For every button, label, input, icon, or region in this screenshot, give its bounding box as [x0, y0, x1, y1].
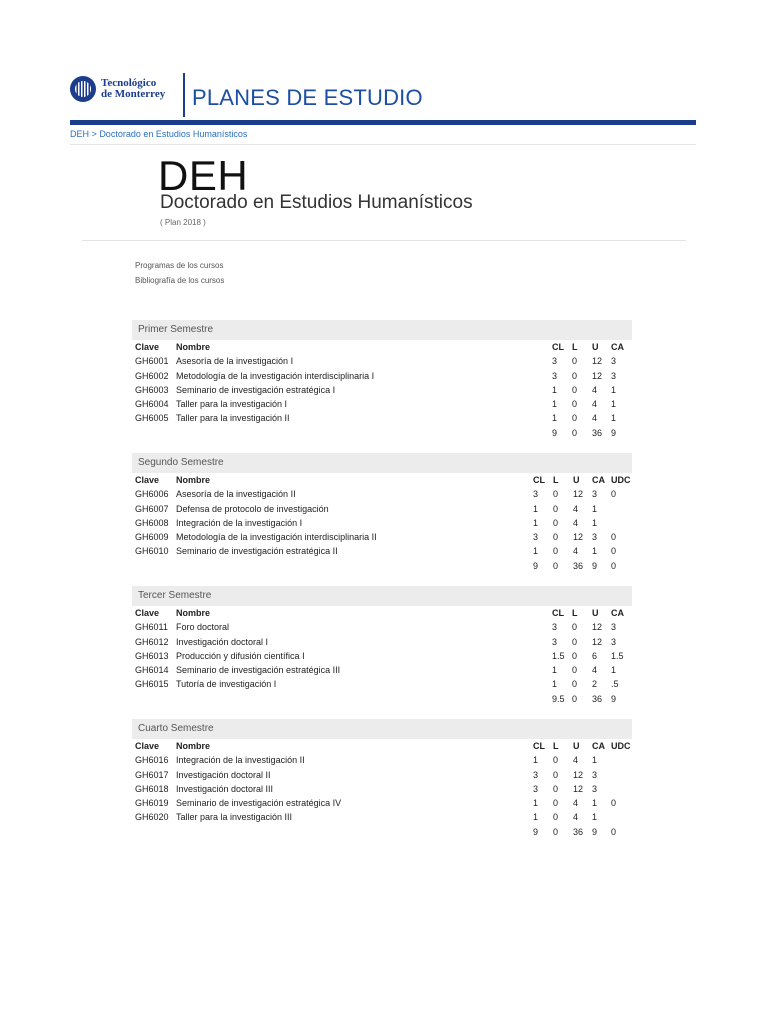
- semester-title: Segundo Semestre: [132, 453, 632, 473]
- totals-row: [132, 426, 632, 440]
- total-l: 0: [553, 826, 559, 837]
- cell-ca: 1: [592, 812, 598, 823]
- cell-u: 12: [592, 370, 603, 381]
- course-code: GH6008: [135, 517, 169, 528]
- course-code: GH6011: [135, 622, 168, 633]
- semester-title: Primer Semestre: [132, 320, 632, 340]
- col-l: L: [553, 741, 559, 751]
- col-clave: Clave: [135, 741, 160, 751]
- course-code: GH6017: [135, 769, 169, 780]
- tec-logo[interactable]: [70, 76, 165, 102]
- cell-ca: 1: [611, 413, 617, 424]
- program-code: DEH: [158, 152, 249, 199]
- cell-ca: 3: [611, 636, 617, 647]
- cell-ca: 1: [592, 798, 598, 809]
- table-row: [132, 369, 632, 383]
- course-code: GH6006: [135, 489, 169, 500]
- table-row: [132, 502, 632, 516]
- totals-row: [132, 692, 632, 706]
- cell-l: 0: [553, 532, 559, 543]
- table-row: [132, 487, 632, 501]
- course-code: GH6013: [135, 650, 169, 661]
- divider: [82, 240, 686, 241]
- course-code: GH6005: [135, 413, 169, 424]
- cell-l: 0: [572, 679, 578, 690]
- course-name: Foro doctoral: [176, 622, 230, 633]
- col-clave: Clave: [135, 475, 160, 485]
- cell-ca: 1: [592, 517, 598, 528]
- cell-l: 0: [553, 517, 559, 528]
- total-u: 36: [592, 693, 603, 704]
- col-u: U: [592, 608, 599, 618]
- course-code: GH6012: [135, 636, 169, 647]
- cell-ca: 3: [592, 489, 598, 500]
- table-row: [132, 796, 632, 810]
- course-name: Taller para la investigación III: [176, 812, 293, 823]
- cell-l: 0: [553, 769, 559, 780]
- col-nombre: Nombre: [176, 741, 211, 751]
- course-name: Seminario de investigación estratégica II: [176, 546, 338, 557]
- tec-logo-icon: [70, 76, 96, 102]
- course-name: Investigación doctoral II: [176, 769, 271, 780]
- table-row: [132, 383, 632, 397]
- total-u: 36: [573, 560, 584, 571]
- course-code: GH6014: [135, 665, 169, 676]
- cell-ca: 1: [611, 399, 617, 410]
- totals-row: [132, 825, 632, 839]
- col-ca: CA: [611, 608, 624, 618]
- semester-title: Tercer Semestre: [132, 586, 632, 606]
- totals-row: [132, 559, 632, 573]
- col-cl: CL: [552, 342, 564, 352]
- col-nombre: Nombre: [176, 475, 211, 485]
- cell-cl: 1: [533, 546, 539, 557]
- cell-l: 0: [553, 546, 559, 557]
- cell-ca: 1.5: [611, 650, 624, 661]
- site-header: [70, 70, 696, 122]
- cell-cl: 3: [552, 636, 558, 647]
- cell-cl: 1: [533, 755, 539, 766]
- table-row: [132, 768, 632, 782]
- cell-cl: 1: [552, 679, 558, 690]
- cell-cl: 3: [533, 783, 539, 794]
- col-clave: Clave: [135, 608, 160, 618]
- table-row: [132, 530, 632, 544]
- cell-l: 0: [572, 622, 578, 633]
- cell-ca: 1: [592, 755, 598, 766]
- course-name: Seminario de investigación estratégica III: [176, 665, 341, 676]
- course-name: Taller para la investigación I: [176, 399, 288, 410]
- cell-l: 0: [572, 356, 578, 367]
- cell-l: 0: [553, 783, 559, 794]
- semester-title: Cuarto Semestre: [132, 719, 632, 739]
- cell-l: 0: [572, 636, 578, 647]
- cell-ca: 3: [592, 783, 598, 794]
- course-code: GH6002: [135, 370, 169, 381]
- course-name: Seminario de investigación estratégica I: [176, 384, 336, 395]
- col-cl: CL: [533, 741, 545, 751]
- cell-u: 12: [573, 783, 584, 794]
- col-u: U: [573, 475, 580, 485]
- total-udc: 0: [611, 826, 617, 837]
- col-u: U: [573, 741, 580, 751]
- col-u: U: [592, 342, 599, 352]
- logo-line-1: Tecnológico: [101, 77, 157, 89]
- table-row: [132, 620, 632, 634]
- cell-u: 12: [592, 622, 603, 633]
- course-code: GH6001: [135, 356, 169, 367]
- course-name: Asesoría de la investigación II: [176, 489, 296, 500]
- total-u: 36: [573, 826, 584, 837]
- course-bibliography-link[interactable]: Bibliografía de los cursos: [135, 276, 225, 285]
- total-cl: 9: [533, 826, 539, 837]
- header-divider: [183, 73, 185, 117]
- course-code: GH6007: [135, 503, 169, 514]
- cell-l: 0: [553, 755, 559, 766]
- table-row: [132, 810, 632, 824]
- cell-cl: 3: [533, 532, 539, 543]
- total-l: 0: [572, 693, 578, 704]
- course-code: GH6020: [135, 812, 169, 823]
- cell-ca: 1: [592, 546, 598, 557]
- cell-l: 0: [553, 798, 559, 809]
- table-row: [132, 354, 632, 368]
- cell-cl: 3: [552, 356, 558, 367]
- cell-l: 0: [572, 384, 578, 395]
- col-cl: CL: [533, 475, 545, 485]
- col-ca: CA: [592, 475, 605, 485]
- cell-l: 0: [553, 812, 559, 823]
- cell-ca: 3: [611, 370, 617, 381]
- table-row: [132, 649, 632, 663]
- plan-year: ( Plan 2018 ): [160, 218, 206, 227]
- table-row: [132, 663, 632, 677]
- total-ca: 9: [611, 427, 617, 438]
- cell-cl: 1: [552, 384, 558, 395]
- course-code: GH6019: [135, 798, 169, 809]
- course-name: Metodología de la investigación interdisciplinaria II: [176, 532, 377, 543]
- cell-cl: 1.5: [552, 650, 565, 661]
- col-udc: UDC: [611, 475, 631, 485]
- cell-ca: 1: [611, 384, 617, 395]
- cell-ca: 1: [611, 665, 617, 676]
- course-name: Metodología de la investigación interdisciplinaria I: [176, 370, 375, 381]
- logo-text: [101, 78, 165, 100]
- table-row: [132, 397, 632, 411]
- semester-block: [132, 453, 632, 573]
- table-header-row: [132, 473, 632, 487]
- course-name: Tutoría de investigación I: [176, 679, 277, 690]
- cell-ca: 3: [611, 622, 617, 633]
- course-name: Investigación doctoral III: [176, 783, 274, 794]
- cell-u: 4: [573, 812, 579, 823]
- col-udc: UDC: [611, 741, 631, 751]
- total-ca: 9: [592, 826, 598, 837]
- cell-u: 6: [592, 650, 598, 661]
- course-code: GH6018: [135, 783, 169, 794]
- cell-cl: 1: [552, 665, 558, 676]
- cell-cl: 3: [552, 370, 558, 381]
- cell-u: 4: [592, 413, 598, 424]
- course-code: GH6016: [135, 755, 169, 766]
- cell-u: 12: [573, 532, 584, 543]
- course-code: GH6015: [135, 679, 169, 690]
- cell-ca: 3: [592, 769, 598, 780]
- course-code: GH6004: [135, 399, 169, 410]
- total-cl: 9: [533, 560, 539, 571]
- total-ca: 9: [611, 693, 617, 704]
- cell-u: 12: [573, 769, 584, 780]
- breadcrumb-current-link[interactable]: Doctorado en Estudios Humanísticos: [99, 129, 248, 139]
- cell-l: 0: [572, 413, 578, 424]
- col-l: L: [572, 608, 578, 618]
- cell-udc: 0: [611, 546, 617, 557]
- table-row: [132, 411, 632, 425]
- cell-u: 4: [573, 503, 579, 514]
- semester-block: [132, 586, 632, 706]
- course-code: GH6003: [135, 384, 169, 395]
- cell-cl: 1: [533, 798, 539, 809]
- cell-u: 4: [592, 399, 598, 410]
- table-header-row: [132, 739, 632, 753]
- cell-ca: .5: [611, 679, 619, 690]
- semester-block: [132, 719, 632, 839]
- resource-links: [135, 261, 224, 291]
- cell-u: 12: [592, 356, 603, 367]
- course-name: Asesoría de la investigación I: [176, 356, 294, 367]
- col-ca: CA: [592, 741, 605, 751]
- breadcrumb: [70, 129, 247, 139]
- course-name: Producción y difusión científica I: [176, 650, 305, 661]
- cell-cl: 3: [552, 622, 558, 633]
- cell-u: 4: [592, 665, 598, 676]
- cell-cl: 3: [533, 489, 539, 500]
- program-name: Doctorado en Estudios Humanísticos: [160, 192, 473, 213]
- cell-u: 4: [573, 546, 579, 557]
- cell-l: 0: [553, 503, 559, 514]
- cell-cl: 1: [533, 812, 539, 823]
- course-code: GH6010: [135, 546, 169, 557]
- header-bar: [70, 120, 696, 125]
- cell-cl: 1: [552, 399, 558, 410]
- table-row: [132, 782, 632, 796]
- col-nombre: Nombre: [176, 342, 211, 352]
- course-name: Defensa de protocolo de investigación: [176, 503, 329, 514]
- table-row: [132, 635, 632, 649]
- course-name: Seminario de investigación estratégica IV: [176, 798, 342, 809]
- cell-l: 0: [572, 665, 578, 676]
- cell-u: 12: [592, 636, 603, 647]
- col-l: L: [572, 342, 578, 352]
- cell-u: 4: [592, 384, 598, 395]
- cell-ca: 3: [611, 356, 617, 367]
- col-l: L: [553, 475, 559, 485]
- total-udc: 0: [611, 560, 617, 571]
- cell-udc: 0: [611, 532, 617, 543]
- col-cl: CL: [552, 608, 564, 618]
- table-header-row: [132, 340, 632, 354]
- table-row: [132, 516, 632, 530]
- col-clave: Clave: [135, 342, 160, 352]
- cell-udc: 0: [611, 489, 617, 500]
- cell-l: 0: [572, 370, 578, 381]
- breadcrumb-root-link[interactable]: DEH: [70, 129, 90, 139]
- table-row: [132, 753, 632, 767]
- total-ca: 9: [592, 560, 598, 571]
- course-code: GH6009: [135, 532, 169, 543]
- site-title: PLANES DE ESTUDIO: [192, 85, 423, 110]
- course-name: Integración de la investigación I: [176, 517, 303, 528]
- cell-u: 4: [573, 798, 579, 809]
- course-name: Integración de la investigación II: [176, 755, 305, 766]
- cell-cl: 1: [533, 517, 539, 528]
- cell-l: 0: [572, 650, 578, 661]
- table-header-row: [132, 606, 632, 620]
- total-u: 36: [592, 427, 603, 438]
- cell-cl: 1: [533, 503, 539, 514]
- cell-u: 4: [573, 755, 579, 766]
- table-row: [132, 544, 632, 558]
- cell-cl: 1: [552, 413, 558, 424]
- cell-ca: 3: [592, 532, 598, 543]
- col-ca: CA: [611, 342, 624, 352]
- cell-ca: 1: [592, 503, 598, 514]
- cell-u: 2: [592, 679, 598, 690]
- course-name: Investigación doctoral I: [176, 636, 269, 647]
- cell-l: 0: [572, 399, 578, 410]
- course-programs-link[interactable]: Programas de los cursos: [135, 261, 224, 270]
- logo-line-2: de Monterrey: [101, 88, 166, 100]
- col-nombre: Nombre: [176, 608, 211, 618]
- table-row: [132, 677, 632, 691]
- cell-l: 0: [553, 489, 559, 500]
- semester-block: [132, 320, 632, 440]
- total-cl: 9: [552, 427, 558, 438]
- cell-udc: 0: [611, 798, 617, 809]
- divider: [70, 144, 696, 145]
- total-l: 0: [553, 560, 559, 571]
- course-name: Taller para la investigación II: [176, 413, 290, 424]
- cell-u: 12: [573, 489, 584, 500]
- cell-u: 4: [573, 517, 579, 528]
- total-l: 0: [572, 427, 578, 438]
- breadcrumb-separator: >: [91, 129, 97, 139]
- total-cl: 9.5: [552, 693, 565, 704]
- cell-cl: 3: [533, 769, 539, 780]
